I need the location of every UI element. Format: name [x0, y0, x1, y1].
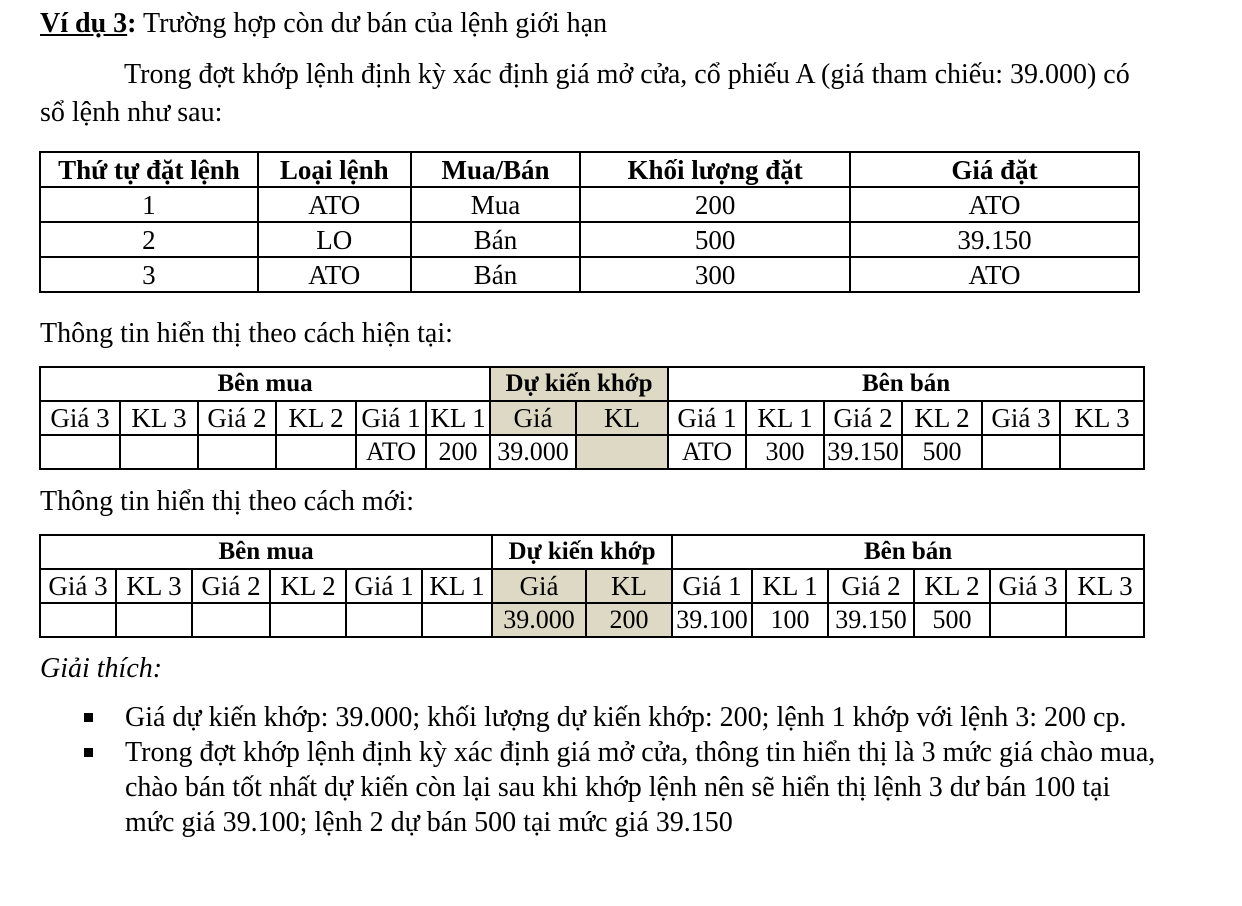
table-cell: Bán [411, 222, 581, 257]
sell-side-header: Bên bán [672, 535, 1144, 569]
buy-side-header: Bên mua [40, 367, 490, 401]
table-cell: 500 [580, 222, 850, 257]
table-cell: 200 [586, 603, 672, 637]
column-header: Giá [490, 401, 576, 435]
column-header: Giá 2 [824, 401, 902, 435]
column-header: Giá 2 [192, 569, 270, 603]
table-cell: 1 [40, 187, 258, 222]
orders-header-cell: Thứ tự đặt lệnh [40, 152, 258, 187]
table-cell: 300 [746, 435, 824, 469]
example-title: Trường hợp còn dư bán của lệnh giới hạn [136, 8, 608, 39]
column-header: KL 2 [914, 569, 990, 603]
example-heading [40, 6, 607, 42]
column-header: Giá 3 [40, 401, 120, 435]
column-header-row [40, 569, 1144, 603]
table-cell: Bán [411, 257, 581, 292]
column-header: KL 2 [276, 401, 356, 435]
column-header: KL 1 [422, 569, 492, 603]
group-header-row [40, 367, 1144, 401]
new-caption: Thông tin hiển thị theo cách mới: [40, 486, 415, 517]
orders-table [39, 151, 1140, 293]
table-cell: 39.150 [828, 603, 914, 637]
column-header: Giá [492, 569, 586, 603]
table-row [40, 257, 1139, 292]
table-row [40, 187, 1139, 222]
column-header: KL 1 [426, 401, 490, 435]
column-header: KL 1 [746, 401, 824, 435]
list-item-text: Giá dự kiến khớp: 39.000; khối lượng dự kiến khớp: 200; lệnh 1 khớp với lệnh 3: 200 cp. [125, 702, 1127, 733]
table-cell [1066, 603, 1144, 637]
column-header: Giá 1 [356, 401, 426, 435]
column-header: Giá 3 [40, 569, 116, 603]
column-header: KL 2 [902, 401, 982, 435]
new-order-book-table [39, 534, 1145, 638]
column-header-row [40, 401, 1144, 435]
table-row [40, 435, 1144, 469]
column-header: Giá 2 [198, 401, 276, 435]
table-cell: LO [258, 222, 411, 257]
table-cell [198, 435, 276, 469]
column-header: Giá 1 [672, 569, 752, 603]
table-cell: 39.000 [490, 435, 576, 469]
column-header: Giá 3 [990, 569, 1066, 603]
column-header: KL 2 [270, 569, 346, 603]
group-header-row [40, 535, 1144, 569]
column-header: KL 3 [1066, 569, 1144, 603]
column-header: Giá 2 [828, 569, 914, 603]
column-header: KL [576, 401, 668, 435]
table-cell [40, 435, 120, 469]
table-cell [120, 435, 198, 469]
sell-side-header: Bên bán [668, 367, 1144, 401]
expected-match-header: Dự kiến khớp [490, 367, 668, 401]
buy-side-header: Bên mua [40, 535, 492, 569]
table-cell: 100 [752, 603, 828, 637]
table-cell: ATO [258, 187, 411, 222]
table-cell: 2 [40, 222, 258, 257]
table-cell: 39.150 [850, 222, 1139, 257]
orders-header-cell: Khối lượng đặt [580, 152, 850, 187]
table-cell: 200 [426, 435, 490, 469]
table-cell: 39.150 [824, 435, 902, 469]
square-bullet-icon [84, 713, 93, 722]
table-cell: 39.100 [672, 603, 752, 637]
table-cell [422, 603, 492, 637]
table-cell: 39.000 [492, 603, 586, 637]
example-colon: : [127, 8, 137, 39]
column-header: KL 3 [116, 569, 192, 603]
column-header: Giá 1 [668, 401, 746, 435]
table-cell [982, 435, 1060, 469]
table-cell: ATO [668, 435, 746, 469]
square-bullet-icon [84, 748, 93, 757]
intro-paragraph: Trong đợt khớp lệnh định kỳ xác định giá mở cửa, cổ phiếu A (giá tham chiếu: 39.000) có sổ lệnh như sau: [40, 59, 1130, 128]
expected-match-header: Dự kiến khớp [492, 535, 672, 569]
orders-header-cell: Loại lệnh [258, 152, 411, 187]
table-cell: ATO [356, 435, 426, 469]
orders-header-cell: Mua/Bán [411, 152, 581, 187]
table-cell: ATO [258, 257, 411, 292]
table-cell [1060, 435, 1144, 469]
table-cell: ATO [850, 187, 1139, 222]
table-cell [276, 435, 356, 469]
example-label: Ví dụ 3 [40, 8, 128, 39]
column-header: KL [586, 569, 672, 603]
current-order-book-table [39, 366, 1145, 470]
column-header: KL 1 [752, 569, 828, 603]
orders-header-row [40, 152, 1139, 187]
list-item [80, 735, 1160, 840]
table-cell [576, 435, 668, 469]
orders-header-cell: Giá đặt [850, 152, 1139, 187]
table-row [40, 222, 1139, 257]
column-header: KL 3 [120, 401, 198, 435]
table-cell: 200 [580, 187, 850, 222]
table-row [40, 603, 1144, 637]
list-item-text: Trong đợt khớp lệnh định kỳ xác định giá mở cửa, thông tin hiển thị là 3 mức giá chào mua, chào bán tốt nhất dự kiến còn lại sau khi khớp lệnh nên sẽ hiển thị lệnh 3 dư bán 100 tại mức giá 39.100; lệnh 2 dự bán 500 tại mức giá 39.150 [125, 737, 1156, 838]
column-header: Giá 3 [982, 401, 1060, 435]
table-cell [192, 603, 270, 637]
table-cell [990, 603, 1066, 637]
table-cell [40, 603, 116, 637]
table-cell: 300 [580, 257, 850, 292]
table-cell: Mua [411, 187, 581, 222]
explanation-list [80, 700, 1160, 840]
table-cell: 500 [914, 603, 990, 637]
explanation-label: Giải thích: [40, 653, 163, 684]
table-cell [116, 603, 192, 637]
table-cell: 3 [40, 257, 258, 292]
column-header: Giá 1 [346, 569, 422, 603]
table-cell [346, 603, 422, 637]
table-cell [270, 603, 346, 637]
column-header: KL 3 [1060, 401, 1144, 435]
current-caption: Thông tin hiển thị theo cách hiện tại: [40, 318, 453, 349]
table-cell: 500 [902, 435, 982, 469]
list-item [80, 700, 1160, 735]
table-cell: ATO [850, 257, 1139, 292]
